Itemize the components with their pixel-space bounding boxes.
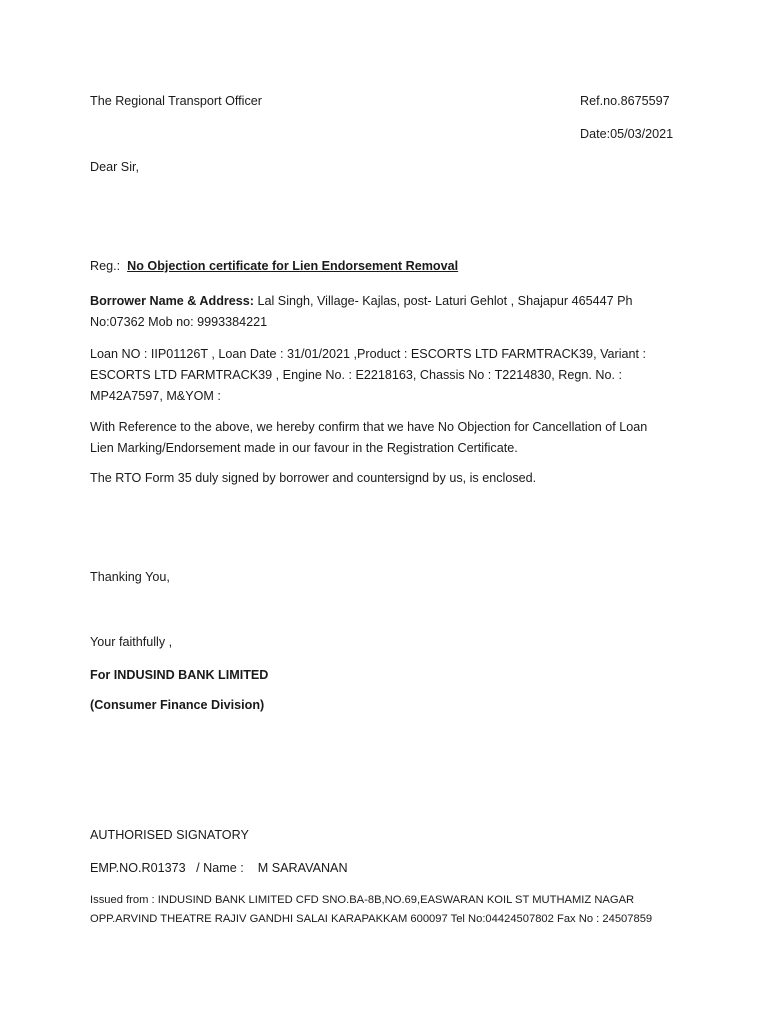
reference-paragraph: With Reference to the above, we hereby confirm that we have No Objection for Cancellation of Loan Lien Marking/Endorsement made in our favour in the Registration Certificate. [90,420,648,455]
loan-details: Loan NO : IIP01126T , Loan Date : 31/01/2021 ,Product : ESCORTS LTD FARMTRACK39, Variant : ESCORTS LTD FARMTRACK39 , Engine No. : E2218163, Chassis No : T2214830, Regn. No. : MP42A7597, M&YOM : [90,347,647,403]
division-name: (Consumer Finance Division) [90,698,265,712]
closing-line: Your faithfully , [90,635,173,649]
employee-line: EMP.NO.R01373 / Name : M SARAVANAN [90,861,348,875]
thanking-line: Thanking You, [90,570,170,584]
issued-from-line-2: OPP.ARVIND THEATRE RAJIV GANDHI SALAI KARAPAKKAM 600097 Tel No:04424507802 Fax No : 24507859 [90,913,653,925]
borrower-value: Lal Singh, Village- Kajlas, post- Laturi Gehlot , Shajapur 465447 Ph No:07362 Mob no: 9993384221 [90,294,633,329]
letter-date: Date:05/03/2021 [580,127,674,141]
signatory-title: AUTHORISED SIGNATORY [90,828,249,842]
issued-from-line-1: Issued from : INDUSIND BANK LIMITED CFD SNO.BA-8B,NO.69,EASWARAN KOIL ST MUTHAMIZ NAGAR [90,894,635,906]
subject-label: Reg.: [90,259,121,273]
bank-name: For INDUSIND BANK LIMITED [90,668,269,682]
recipient: The Regional Transport Officer [90,94,262,108]
rto-form-paragraph: The RTO Form 35 duly signed by borrower and countersignd by us, is enclosed. [90,471,537,485]
borrower-label: Borrower Name & Address: [90,294,254,308]
subject-line [90,259,458,273]
reference-number: Ref.no.8675597 [580,94,670,108]
subject-title: No Objection certificate for Lien Endorsement Removal [127,259,459,273]
borrower-details [90,291,662,333]
salutation: Dear Sir, [90,160,139,174]
